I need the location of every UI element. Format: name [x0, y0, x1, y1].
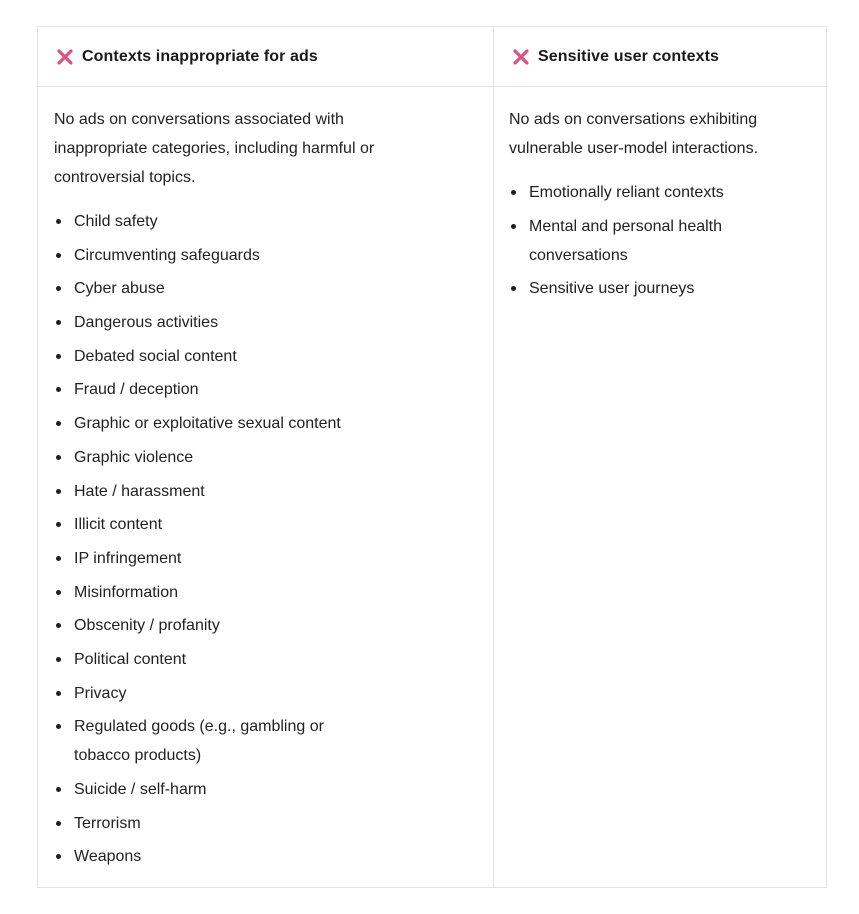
list-item — [54, 477, 374, 506]
bullet-dot-icon — [56, 219, 61, 224]
list-item-label: Dangerous activities — [74, 314, 219, 332]
bullet-dot-icon — [56, 623, 61, 628]
list-item-label: Mental and personal health conversations — [529, 217, 723, 264]
list-item — [54, 241, 374, 270]
list-item-label: IP infringement — [74, 549, 182, 567]
column-intro: No ads on conversations exhibiting vulnerable user-model interactions. — [509, 111, 759, 157]
list-item-label: Hate / harassment — [74, 482, 205, 500]
bullet-dot-icon — [56, 691, 61, 696]
column-title: Contexts inappropriate for ads — [82, 47, 318, 65]
column-header — [38, 27, 493, 87]
bullet-dot-icon — [56, 590, 61, 595]
x-mark-icon — [55, 47, 75, 67]
list-item — [54, 207, 374, 236]
list-item-label: Debated social content — [74, 347, 237, 365]
list-item — [54, 409, 374, 438]
bullet-dot-icon — [56, 354, 61, 359]
category-list — [54, 207, 476, 871]
list-item — [509, 274, 769, 303]
bullet-dot-icon — [511, 286, 516, 291]
column-header — [494, 27, 826, 87]
bullet-dot-icon — [56, 489, 61, 494]
list-item — [54, 712, 374, 770]
bullet-dot-icon — [56, 854, 61, 859]
bullet-dot-icon — [511, 190, 516, 195]
sensitive-contexts-column — [494, 27, 826, 887]
list-item-label: Emotionally reliant contexts — [529, 184, 724, 201]
x-mark-icon — [511, 47, 531, 67]
bullet-dot-icon — [56, 286, 61, 291]
list-item — [54, 809, 374, 838]
list-item-label: Graphic or exploitative sexual content — [74, 415, 341, 433]
list-item — [54, 510, 374, 539]
list-item-label: Suicide / self-harm — [74, 781, 207, 798]
bullet-dot-icon — [56, 657, 61, 662]
list-item-label: Terrorism — [74, 814, 141, 832]
list-item — [54, 375, 374, 404]
list-item — [54, 443, 374, 472]
list-item-label: Graphic violence — [74, 448, 194, 466]
list-item — [54, 342, 374, 371]
list-item-label: Child safety — [74, 213, 158, 230]
bullet-dot-icon — [56, 556, 61, 561]
column-body — [494, 87, 826, 308]
list-item-label: Regulated goods (e.g., gambling or tobacco products) — [74, 718, 324, 765]
list-item-label: Political content — [74, 650, 187, 668]
list-item — [54, 611, 374, 640]
column-intro: No ads on conversations associated with inappropriate categories, including harmful or controversial topics. — [54, 111, 375, 186]
bullet-dot-icon — [56, 421, 61, 426]
sensitive-context-list — [509, 178, 809, 303]
column-body — [38, 87, 493, 876]
list-item-label: Obscenity / profanity — [74, 617, 220, 635]
bullet-dot-icon — [56, 787, 61, 792]
list-item — [54, 775, 374, 804]
list-item-label: Misinformation — [74, 583, 179, 601]
bullet-dot-icon — [56, 320, 61, 325]
ads-policy-table — [37, 26, 827, 888]
list-item-label: Fraud / deception — [74, 381, 199, 399]
bullet-dot-icon — [56, 253, 61, 258]
bullet-dot-icon — [56, 387, 61, 392]
list-item-label: Illicit content — [74, 516, 163, 534]
list-item — [54, 578, 374, 607]
list-item-label: Cyber abuse — [74, 280, 165, 298]
list-item — [54, 645, 374, 674]
list-item-label: Weapons — [74, 848, 142, 866]
list-item — [509, 178, 769, 207]
bullet-dot-icon — [56, 455, 61, 460]
list-item — [509, 212, 769, 270]
column-title: Sensitive user contexts — [538, 47, 720, 65]
bullet-dot-icon — [56, 522, 61, 527]
list-item — [54, 274, 374, 303]
bullet-dot-icon — [56, 821, 61, 826]
list-item — [54, 842, 374, 871]
list-item — [54, 308, 374, 337]
list-item — [54, 679, 374, 708]
list-item-label: Privacy — [74, 684, 127, 702]
inappropriate-contexts-column — [38, 27, 494, 887]
bullet-dot-icon — [511, 224, 516, 229]
list-item-label: Circumventing safeguards — [74, 246, 260, 264]
bullet-dot-icon — [56, 724, 61, 729]
list-item — [54, 544, 374, 573]
list-item-label: Sensitive user journeys — [529, 280, 695, 298]
